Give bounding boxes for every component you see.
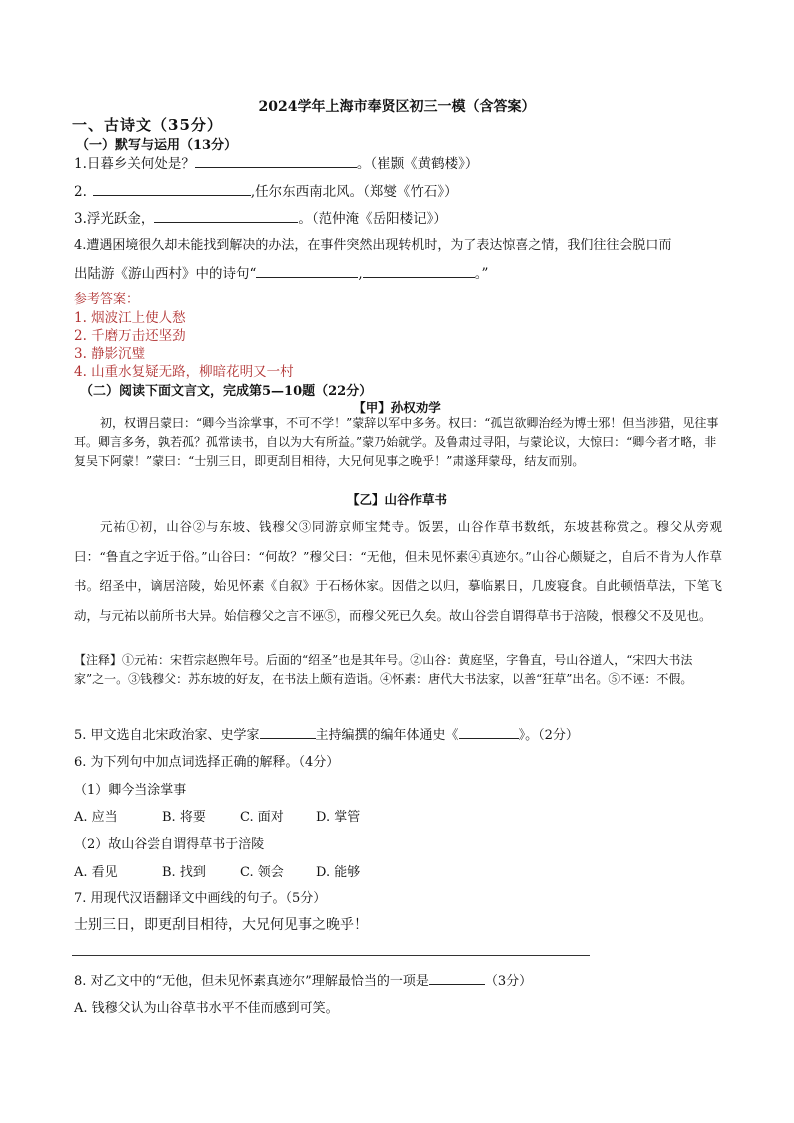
text-b-body: 元祐①初，山谷②与东坡、钱穆父③同游京师宝梵寺。饭罢，山谷作草书数纸，东坡甚称赏之。穆父从旁观曰：“鲁直之字近于俗。”山谷曰：“何故？”穆父曰：“无他，但未见怀素④真迹尔。”山谷心颇疑之，自后不肯为人作草书。绍圣中，谪居涪陵，始见怀素《自叙》于石杨休家。因借之以归，摹临累日，几废寝食。自此顿悟草法，下笔飞动，与元祐以前所书大异。始信穆父之言不诬⑤，而穆父死已久矣。故山谷尝自谓得草书于涪陵，恨穆父不及见也。 [74,519,722,623]
answer-blank[interactable] [93,181,251,196]
option-d[interactable]: D. 能够 [316,865,361,880]
option-c[interactable]: C. 领会 [240,865,284,880]
answer-3: 3. 静影沉璧 [74,346,146,362]
section1-heading: （一）默写与运用（13分） [76,138,238,153]
question-6: 6. 为下列句中加点词选择正确的解释。（4分） [74,755,340,770]
question-3: 3.浮光跃金， 。（范仲淹《岳阳楼记》） [74,207,447,227]
text-a-body: 初，权谓吕蒙曰：“卿今当涂掌事，不可不学！”蒙辞以军中多务。权曰：“孤岂欲卿治经为博士邪！但当涉猎，见往事耳。卿言多务，孰若孤？孤常读书，自以为大有所益。”蒙乃始就学。及鲁肃过寻阳，与蒙论议，大惊曰：“卿今者才略，非复吴下阿蒙！”蒙曰：“士别三日，即更刮目相待，大兄何见事之晚乎！”肃遂拜蒙母，结友而别。 [74,416,719,468]
answer-line[interactable] [72,955,590,956]
question-6-2-options [74,861,392,880]
part1-heading: 一、古诗文（35分） [72,116,223,134]
question-8-option-a: A. 钱穆父认为山谷草书水平不佳而感到可笑。 [74,1001,339,1016]
question-2: 2. ,任尔东西南北风。（郑燮《竹石》） [74,180,458,200]
question-8: 8. 对乙文中的“无他，但未见怀素真迹尔”理解最恰当的一项是 （3分） [74,970,532,989]
question-5: 5. 甲文选自北宋政治家、史学家 主持编撰的编年体通史《 》。（2分） [74,724,579,743]
question-7-sentence: 士别三日，即更刮目相待，大兄何见事之晚乎！ [74,917,368,933]
question-6-1-options [74,806,392,825]
answer-blank[interactable] [260,724,316,739]
answer-1: 1. 烟波江上使人愁 [74,310,186,326]
option-c[interactable]: C. 面对 [240,810,284,825]
question-4-line2: 出陆游《游山西村》中的诗句“ , 。” [74,262,488,282]
question-6-2: （2）故山谷尝自谓得草书于涪陵 [74,837,265,852]
text-b-title: 【乙】山谷作草书 [346,492,447,507]
answers-label: 参考答案： [74,292,140,307]
answer-blank[interactable] [195,153,357,168]
answer-blank[interactable] [154,208,298,223]
question-4-line1: 4.遭遇困境很久却未能找到解决的办法，在事件突然出现转机时，为了表达惊喜之情，我们往往会脱口而 [74,238,672,253]
question-7: 7. 用现代汉语翻译文中画线的句子。（5分） [74,891,327,906]
question-1: 1.日暮乡关何处是？ 。（崔颢《黄鹤楼》） [74,152,478,172]
question-6-1: （1）卿今当涂掌事 [74,783,187,798]
notes: 【注释】①元祐：宋哲宗赵煦年号。后面的“绍圣”也是其年号。②山谷：黄庭坚，字鲁直，号山谷道人，“宋四大书法家”之一。③钱穆父：苏东坡的好友，在书法上颇有造诣。④怀素：唐代大书法家，以善“狂草”出名。⑤不诬：不假。 [74,653,693,686]
option-a[interactable]: A. 看见 [74,865,118,880]
option-a[interactable]: A. 应当 [74,810,118,825]
option-d[interactable]: D. 掌管 [316,810,361,825]
text-a-title: 【甲】孙权劝学 [353,400,441,415]
option-b[interactable]: B. 找到 [162,865,206,880]
doc-title: 2024学年上海市奉贤区初三一模（含答案） [258,99,536,115]
option-b[interactable]: B. 将要 [162,810,206,825]
answer-blank[interactable] [429,970,485,985]
section2-heading: （二）阅读下面文言文，完成第5—10题（22分） [80,384,373,399]
answer-blank[interactable] [256,263,358,278]
answer-4: 4. 山重水复疑无路，柳暗花明又一村 [74,364,294,380]
answer-blank[interactable] [363,263,475,278]
answer-2: 2. 千磨万击还坚劲 [74,328,186,344]
answer-blank[interactable] [459,724,519,739]
